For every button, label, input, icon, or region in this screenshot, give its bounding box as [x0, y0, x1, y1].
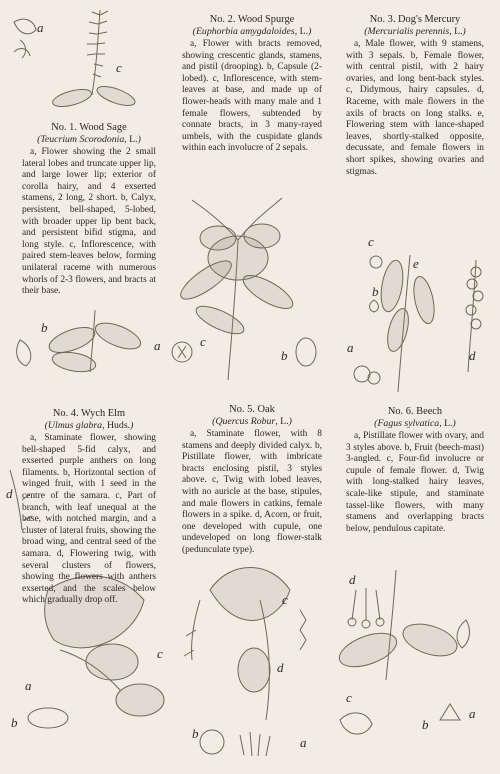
figure-label: d: [349, 572, 356, 587]
entry-latin-name: (Teucrium Scorodonia, L.): [37, 134, 141, 145]
entry-heading: No. 5. Oak: [229, 404, 275, 415]
plate-entry-dogs-mercury: [346, 14, 484, 178]
figure-label: b: [281, 348, 288, 363]
figure-label: a: [25, 678, 32, 693]
figure-label: a: [469, 706, 476, 721]
figure-label: c: [282, 592, 288, 607]
figure-label: d: [6, 486, 13, 501]
figure-label: b: [422, 717, 429, 732]
entry-latin-name: (Mercurialis perennis, L.): [364, 26, 466, 37]
plate-entry-wood-sage: [22, 122, 156, 298]
entry-description: a, Staminate flower, showing bell-shaped 5-fid calyx, and exserted purple anthers on long filaments. b, Horizontal section of winged fruit, with 1 seed in the centre of the samara. c, Part of branch, with leaf unequal at the base, with notched margin, and a cluster of lateral fruits, showing the broad wing, and central seed of the samara. d, Flowering twig, with several clusters of flowers, showing the flowers with anthers exserted, and the scales below which gradually drop off.: [22, 433, 156, 606]
figure-label: d: [277, 660, 284, 675]
entry-latin-name: (Quercus Robur, L.): [212, 416, 292, 427]
plate-entry-wood-spurge: [182, 14, 322, 155]
beech-drawing: [335, 570, 469, 734]
entry-description: a, Pistillate flower with ovary, and 3 styles above. b, Fruit (beech-mast) 3-angled. c, Four-fid involucre or cupule of female flower. d, Twig with long-stalked hairy leaves, scale-like stipule, and staminate tassel-like flowers, with many stamens and overlapping bracts below, pendulous capitate.: [346, 431, 484, 534]
entry-latin-name: (Euphorbia amygdaloides, L.): [192, 26, 312, 37]
figure-label: a: [154, 338, 161, 353]
entry-heading: No. 3. Dog's Mercury: [369, 14, 461, 25]
entry-heading: No. 2. Wood Spurge: [209, 14, 295, 25]
figure-label: d: [469, 348, 476, 363]
dogs-mercury-drawing: [354, 255, 483, 392]
figure-label: a: [37, 20, 44, 35]
plate-entry-wych-elm: [22, 408, 156, 607]
figure-label: b: [192, 726, 199, 741]
entry-description: a, Staminate flower, with 8 stamens and deeply divided calyx. b, Pistillate flower, with imbricate bracts enclosing pistil, 3 styles above. c, Twig with lobed leaves, with no auricle at the base, stipules, and male flowers in catkins, female flowers in a spike. d, Acorn, or fruit, one developed with cupule, one undeveloped on long flower-stalk (pedunculate type).: [182, 429, 322, 555]
entry-heading: No. 6. Beech: [387, 406, 443, 417]
figure-label: b: [41, 320, 48, 335]
entry-description: a, Male flower, with 9 stamens, with 3 sepals. b, Female flower, with central pistil, with 2 hairy ovaries, and long bent-back styles. c, Didymous, hairy capsules. d, Raceme, with male flowers in the axils of bracts on long stalks. e, Flowering stem with lance-shaped leaves, shortly-stalked opposite, decussate, and female flowers in short spikes, showing ovaries and stigmas.: [346, 39, 484, 177]
plate-entry-oak: [182, 404, 322, 557]
figure-label: c: [346, 690, 352, 705]
entry-heading: No. 4. Wych Elm: [52, 408, 126, 419]
entry-latin-name: (Ulmus glabra, Huds.): [44, 420, 134, 431]
figure-label: b: [11, 715, 18, 730]
entry-latin-name: (Fagus sylvatica, L.): [374, 418, 456, 429]
figure-label: c: [200, 334, 206, 349]
wood-sage-calyx-drawing: [17, 310, 144, 375]
figure-label: c: [368, 234, 374, 249]
figure-label: e: [413, 256, 419, 271]
entry-description: a, Flower showing the 2 small lateral lobes and truncate upper lip, and large lower lip; exterior of corolla hairy, and 4 exserted stamens, 2 long, 2 short. b, Calyx, persistent, bell-shaped, 5-lobed, with broader upper lip bent back, and persistent bifid stigma, and long style. c, Inflorescence, with paired stem-leaves below, forming unilateral raceme with numerous whorls of 2-3 flowers, and bracts at their base.: [22, 147, 156, 297]
figure-label: b: [372, 284, 379, 299]
entry-heading: No. 1. Wood Sage: [51, 122, 127, 133]
figure-label: a: [300, 735, 307, 750]
figure-label: c: [157, 646, 163, 661]
wood-spurge-drawing: [172, 198, 316, 380]
plate-entry-beech: [346, 406, 484, 535]
figure-label: a: [347, 340, 354, 355]
figure-label: c: [116, 60, 122, 75]
entry-description: a, Flower with bracts removed, showing crescentic glands, stamens, and pistil (drooping). b, Capsule (2-lobed). c, Inflorescence, with stem-leaves at base, and made up of flower-heads with many male and 1 female flowers, subtended by connate bracts, in 3 many-rayed umbels, with the cuspidate glands within each involucre of 2 sepals.: [182, 39, 322, 154]
